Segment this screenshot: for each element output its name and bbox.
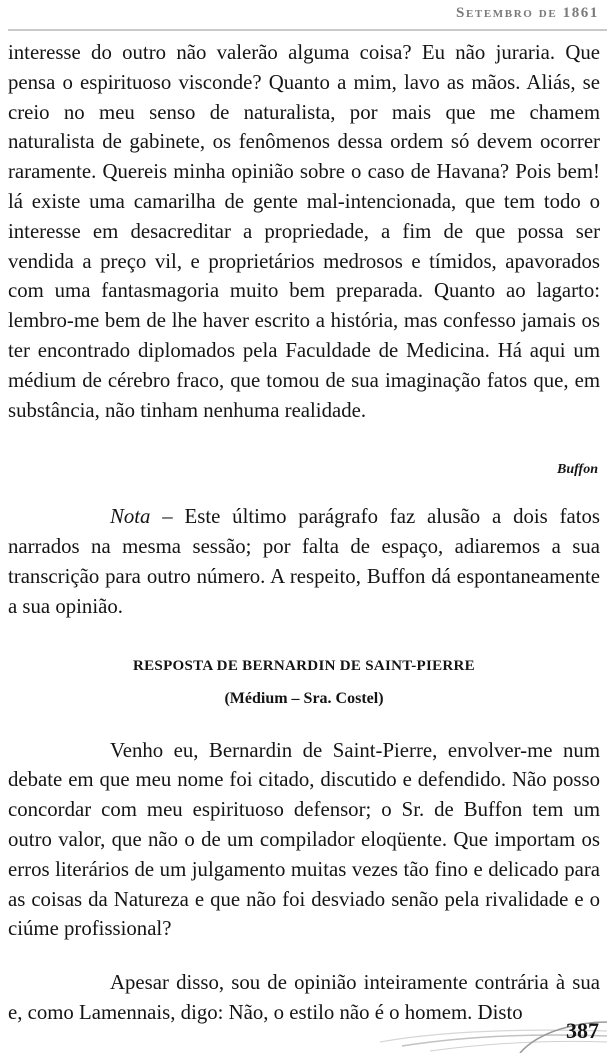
paragraph-bernardin-2: Apesar disso, sou de opinião inteiramente contrária à sua e, como Lamennais, digo: Não, o estilo não é o homem. Disto <box>8 971 600 1024</box>
paragraph-bernardin-1: Venho eu, Bernardin de Saint-Pierre, envolver-me num debate em que meu nome foi citado, discutido e defendido. Não posso concordar com meu espirituoso defensor; o Sr. de Buffon tem um outro valor, que não o de um compilador eloqüente. Que importam os erros literários de um julgamento muitas vezes tão fino e delicado para as coisas da Natureza e que não foi desviado senão pela rivalidade e o ciúme profissional? <box>8 738 600 941</box>
header-rule <box>8 29 607 31</box>
note-paragraph <box>8 502 600 621</box>
note-label: Nota <box>110 505 151 529</box>
signature-buffon: Buffon <box>557 462 598 478</box>
paragraph-buffon-continuation: interesse do outro não valerão alguma coisa? Eu não juraria. Que pensa o espirituoso visconde? Quanto a mim, lavo as mãos. Aliás, se creio no meu senso de naturalista, por mais que me chamem naturalista de gabinete, os fenômenos dessa ordem só devem ocorrer raramente. Quereis minha opinião sobre o caso de Havana? Pois bem! lá existe uma camarilha de gente mal-intencionada, que tem todo o interesse em desacreditar a propriedade, a fim de que possa ser vendida a preço vil, e proprietários medrosos e tímidos, apavorados com uma fantasmagoria muito bem preparada. Quanto ao lagarto: lembro-me bem de lhe haver escrito a história, mas confesso jamais os ter encontrado diplomados pela Faculdade de Medicina. Há aqui um médium de cérebro fraco, que tomou de sua imaginação fatos que, em substância, não tinham nenhuma realidade. <box>8 41 600 422</box>
note-text: – Este último parágrafo faz alusão a dois fatos narrados na mesma sessão; por falta de espaço, adiaremos a sua transcrição para outro número. A respeito, Buffon dá espontaneamente a sua opinião. <box>8 505 600 618</box>
page-body <box>8 38 600 1028</box>
section-subtitle: (Médium – Sra. Costel) <box>224 689 384 707</box>
page-number: 387 <box>566 1018 599 1043</box>
section-title: RESPOSTA DE BERNARDIN DE SAINT-PIERRE <box>132 657 475 674</box>
running-header: Setembro de 1861 <box>456 5 599 21</box>
